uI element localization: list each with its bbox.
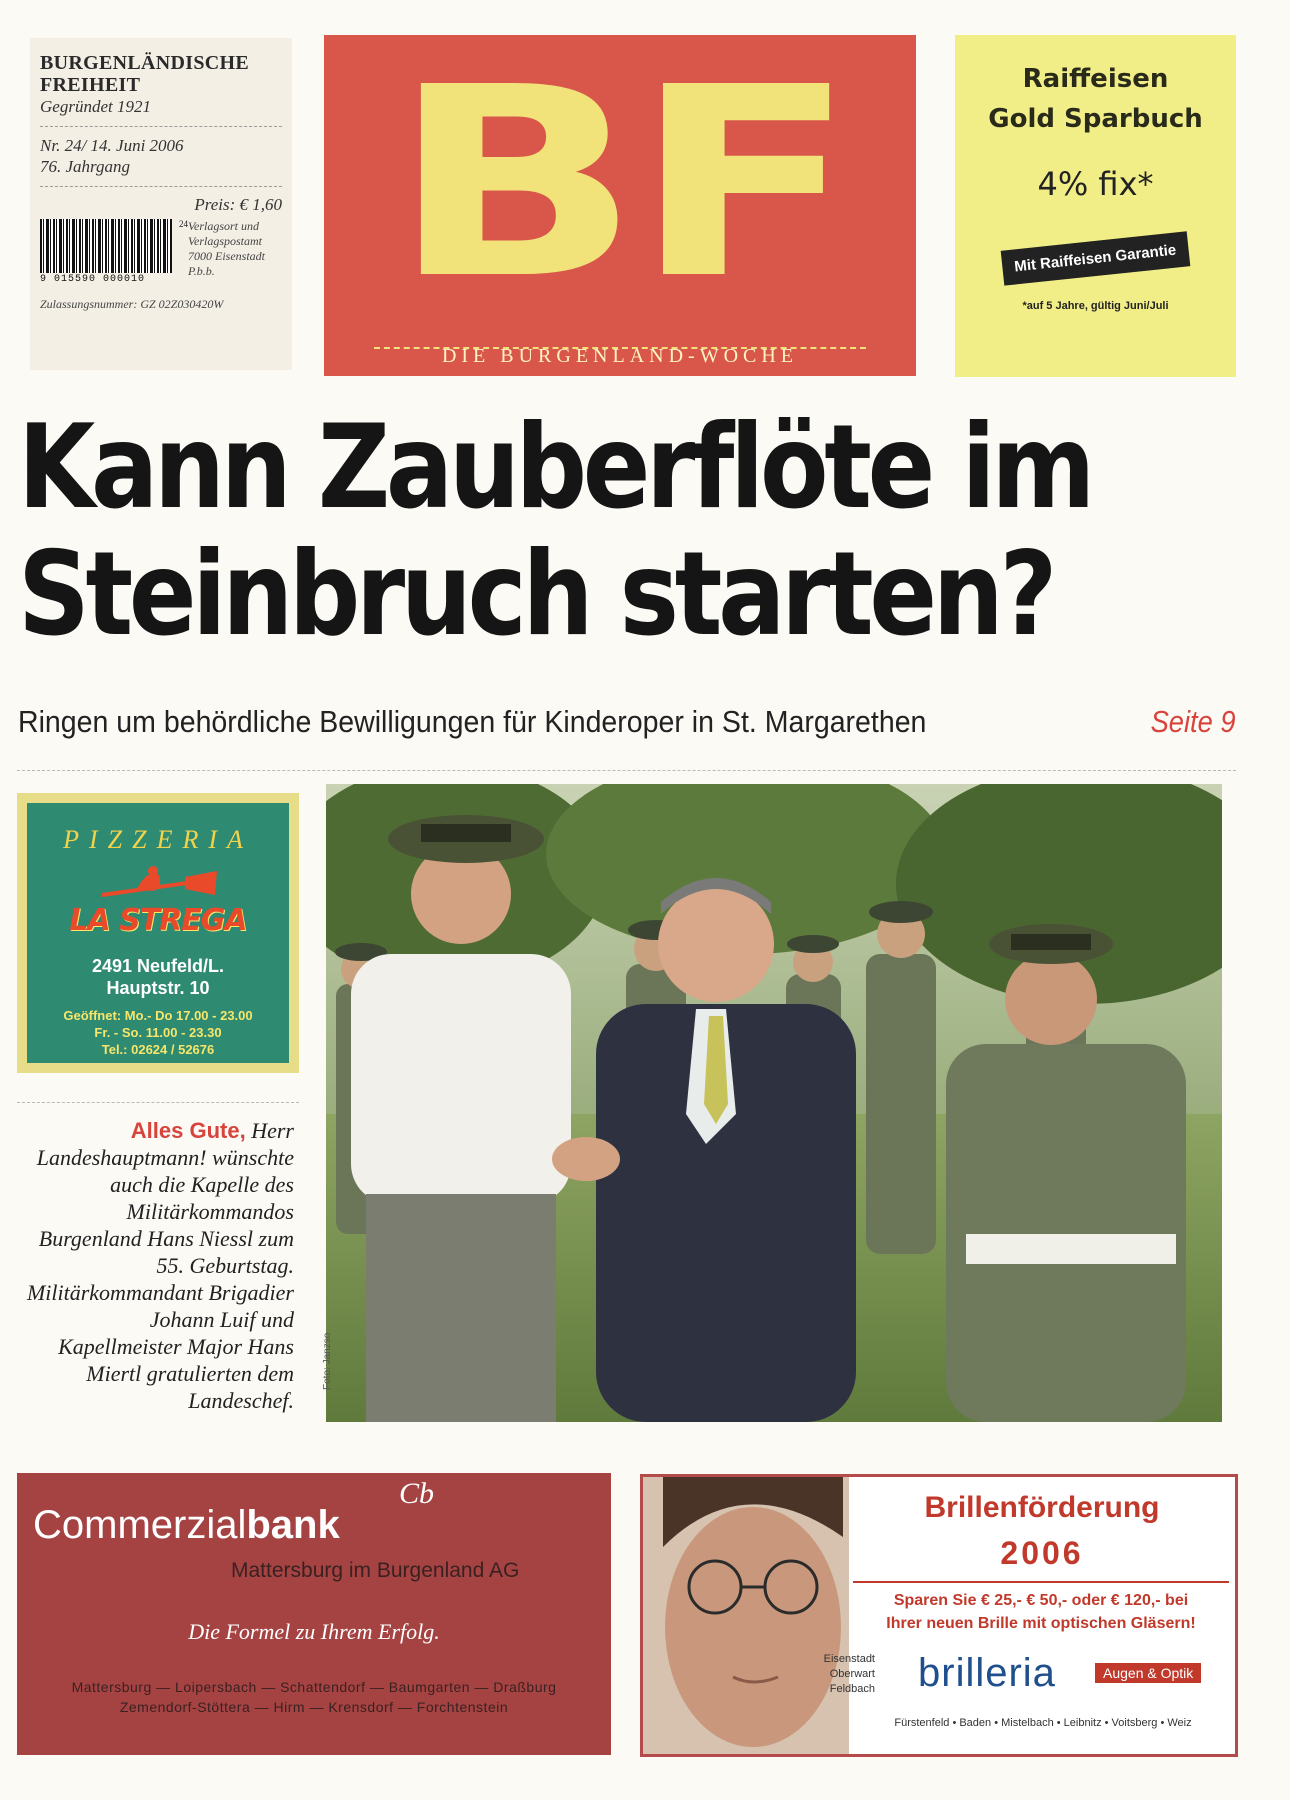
brillen-offer bbox=[853, 1581, 1229, 1635]
brillen-year: 2006 bbox=[1000, 1535, 1084, 1571]
pizzeria-hours bbox=[27, 1007, 289, 1058]
barcode-bars bbox=[40, 219, 172, 273]
page-reference-link[interactable]: Seite 9 bbox=[1151, 704, 1236, 739]
registration-number: Zulassungsnummer: GZ 02Z030420W bbox=[40, 297, 224, 311]
model-portrait bbox=[643, 1477, 849, 1757]
brillen-title: Brillenförderung bbox=[924, 1491, 1160, 1524]
raiffeisen-ad-line2: Gold Sparbuch bbox=[988, 104, 1203, 134]
raiffeisen-ad-footnote: *auf 5 Jahre, gültig Juni/Juli bbox=[1022, 300, 1169, 312]
brillen-town1: Eisenstadt bbox=[823, 1653, 875, 1665]
pizzeria-word: PIZZERIA bbox=[63, 825, 253, 854]
brillen-offer-line2: Ihrer neuen Brille mit optischen Gläsern! bbox=[886, 1615, 1196, 1632]
brillenfoerderung-ad[interactable] bbox=[640, 1474, 1238, 1757]
pizzeria-name: LA STREGA bbox=[69, 903, 247, 938]
volume-number: 76. Jahrgang bbox=[40, 157, 131, 176]
photo-credit: Foto: Janzso bbox=[322, 1332, 333, 1390]
bank-logo-icon: Cb bbox=[399, 1477, 435, 1510]
issue-number: Nr. 24/ 14. Juni 2006 bbox=[40, 136, 184, 155]
caption-divider bbox=[17, 1102, 299, 1103]
caption-lead: Alles Gute, bbox=[130, 1118, 246, 1143]
price: Preis: € 1,60 bbox=[194, 195, 282, 214]
barcode-number: 9 015590 000010 bbox=[40, 274, 146, 285]
raiffeisen-ad[interactable] bbox=[955, 35, 1236, 377]
raiffeisen-ad-line1: Raiffeisen bbox=[1022, 64, 1169, 94]
bank-slogan: Die Formel zu Ihrem Erfolg. bbox=[188, 1619, 440, 1644]
postal-line4: P.b.b. bbox=[188, 264, 215, 278]
pizzeria-address-line2: Hauptstr. 10 bbox=[106, 978, 210, 998]
paper-name-line2: FREIHEIT bbox=[40, 74, 141, 96]
witch-broom-icon bbox=[97, 865, 227, 905]
headline-line2: Steinbruch starten? bbox=[18, 527, 1054, 662]
barcode-row bbox=[40, 219, 282, 291]
pizzeria-address-line1: 2491 Neufeld/L. bbox=[91, 956, 225, 976]
raiffeisen-ad-band: Mit Raiffeisen Garantie bbox=[1001, 231, 1190, 285]
commerzialbank-ad[interactable] bbox=[17, 1473, 611, 1755]
headline-line1: Kann Zauberflöte im bbox=[18, 400, 1091, 535]
postal-line1: Verlagsort und bbox=[188, 219, 260, 233]
main-headline[interactable] bbox=[18, 400, 1102, 662]
brilleria-tagline: Augen & Optik bbox=[1095, 1663, 1201, 1683]
paper-name-line1: BURGENLÄNDISCHE bbox=[40, 52, 249, 74]
photo-caption bbox=[22, 1117, 294, 1414]
logo-letters: BF bbox=[390, 31, 850, 336]
brillen-town3: Feldbach bbox=[829, 1683, 875, 1695]
pizzeria-phone: Tel.: 02624 / 52676 bbox=[101, 1042, 215, 1057]
bank-name-light: Commerzial bbox=[33, 1503, 247, 1547]
brilleria-logo: brilleria bbox=[918, 1651, 1056, 1695]
photo-illustration bbox=[326, 784, 1222, 1422]
founded-text: Gegründet 1921 bbox=[40, 97, 151, 116]
caption-body: Herr Landeshauptmann! wünschte auch die Kapelle des Militärkommandos Burgenland Hans Niessl zum 55. Geburtstag. Militärkommandant Brigadier Johann Luif und Kapellmeister Major Hans Miertl gratulierten dem Landeschef. bbox=[26, 1118, 294, 1413]
masthead-divider bbox=[40, 186, 282, 187]
masthead-divider bbox=[40, 126, 282, 127]
bank-branches-line2: Zemendorf-Stöttera — Hirm — Krensdorf — Forchtenstein bbox=[119, 1699, 509, 1715]
brillen-towns bbox=[791, 1652, 875, 1697]
postal-line2: Verlagspostamt bbox=[188, 234, 263, 248]
barcode-addon: 24 bbox=[179, 219, 188, 229]
pizzeria-ad[interactable] bbox=[17, 793, 299, 1073]
brillen-offer-line1: Sparen Sie € 25,- € 50,- oder € 120,- bei bbox=[893, 1592, 1189, 1609]
bank-location: Mattersburg im Burgenland AG bbox=[231, 1559, 520, 1582]
brillen-cities: Fürstenfeld • Baden • Mistelbach • Leibnitz • Voitsberg • Weiz bbox=[894, 1717, 1192, 1729]
pizzeria-address bbox=[27, 955, 289, 999]
bf-logo[interactable] bbox=[324, 31, 916, 376]
bank-name-bold: bank bbox=[246, 1503, 340, 1547]
bank-name bbox=[33, 1503, 340, 1548]
section-divider bbox=[17, 770, 1236, 771]
brillen-town2: Oberwart bbox=[829, 1668, 875, 1680]
bank-branches-line1: Mattersburg — Loipersbach — Schattendorf — Baumgarten — Draßburg bbox=[71, 1679, 557, 1695]
raiffeisen-ad-rate: 4% fix* bbox=[1037, 165, 1154, 203]
postal-line3: 7000 Eisenstadt bbox=[188, 249, 265, 263]
pizzeria-hours-line1: Geöffnet: Mo.- Do 17.00 - 23.00 bbox=[63, 1008, 253, 1023]
logo-subtitle: DIE BURGENLAND-WOCHE bbox=[441, 345, 799, 367]
subheadline: Ringen um behördliche Bewilligungen für Kinderoper in St. Margarethen bbox=[18, 704, 927, 739]
news-photo[interactable] bbox=[326, 784, 1222, 1422]
barcode bbox=[40, 219, 188, 291]
pizzeria-hours-line2: Fr. - So. 11.00 - 23.30 bbox=[94, 1025, 222, 1040]
pizzeria-ad-panel bbox=[27, 803, 289, 1063]
